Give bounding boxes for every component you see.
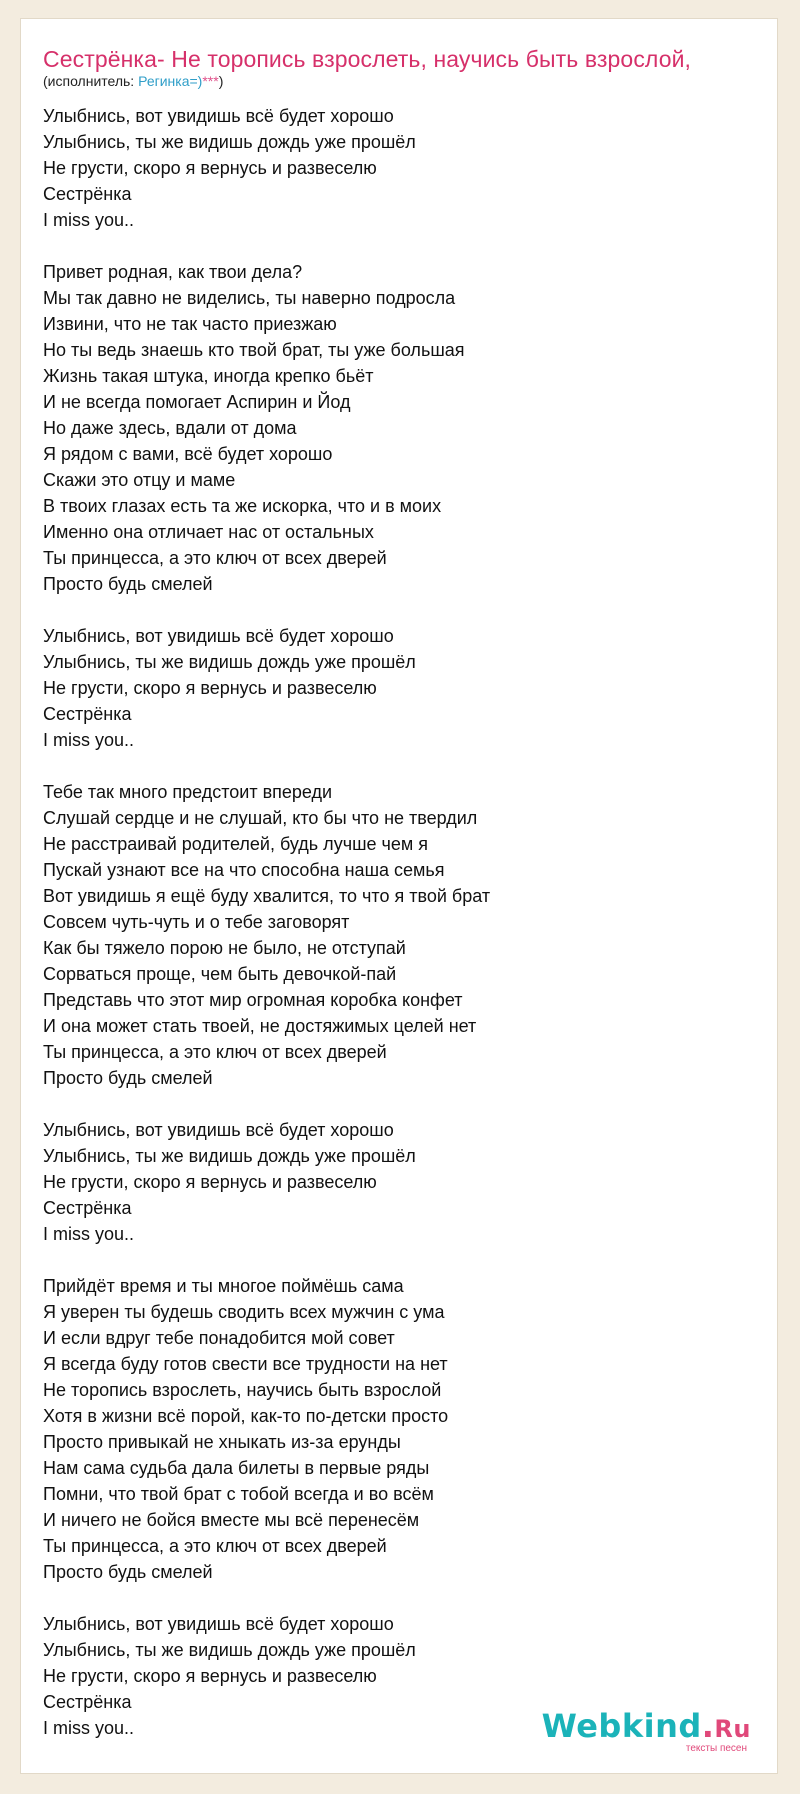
lyric-line: Просто будь смелей bbox=[43, 1562, 213, 1582]
lyric-line: Улыбнись, вот увидишь всё будет хорошо bbox=[43, 1120, 394, 1140]
stanza-gap bbox=[43, 597, 743, 623]
lyrics-body bbox=[43, 103, 743, 1741]
performer-suffix: ) bbox=[218, 73, 224, 89]
performer-name: Регинка=) bbox=[138, 73, 203, 89]
lyric-line: Улыбнись, вот увидишь всё будет хорошо bbox=[43, 626, 394, 646]
lyric-line: Просто будь смелей bbox=[43, 1068, 213, 1088]
lyric-line: I miss you.. bbox=[43, 730, 135, 750]
lyric-line: Совсем чуть-чуть и о тебе заговорят bbox=[43, 912, 350, 932]
lyric-line: И не всегда помогает Аспирин и Йод bbox=[43, 392, 351, 412]
lyric-line: Ты принцесса, а это ключ от всех дверей bbox=[43, 548, 387, 568]
lyric-line: Я всегда буду готов свести все трудности на нет bbox=[43, 1354, 448, 1374]
lyric-line: Как бы тяжело порою не было, не отступай bbox=[43, 938, 406, 958]
lyric-line: Улыбнись, вот увидишь всё будет хорошо bbox=[43, 1614, 394, 1634]
logo-wordmark bbox=[541, 1707, 751, 1745]
lyric-line: Мы так давно не виделись, ты наверно подросла bbox=[43, 288, 456, 308]
lyric-line: Сорваться проще, чем быть девочкой-пай bbox=[43, 964, 397, 984]
lyric-line: Не грусти, скоро я вернусь и развеселю bbox=[43, 1172, 377, 1192]
lyric-line: I miss you.. bbox=[43, 1224, 135, 1244]
stanza-gap bbox=[43, 1247, 743, 1273]
lyric-line: Просто будь смелей bbox=[43, 574, 213, 594]
lyric-line: Но ты ведь знаешь кто твой брат, ты уже большая bbox=[43, 340, 465, 360]
lyric-line: Нам сама судьба дала билеты в первые ряды bbox=[43, 1458, 430, 1478]
performer-prefix: (исполнитель: bbox=[43, 73, 139, 89]
performer-stars: *** bbox=[202, 73, 219, 89]
stanza-gap bbox=[43, 753, 743, 779]
site-logo[interactable] bbox=[541, 1707, 751, 1755]
lyric-line: В твоих глазах есть та же искорка, что и в моих bbox=[43, 496, 442, 516]
lyric-line: Вот увидишь я ещё буду хвалится, то что я твой брат bbox=[43, 886, 491, 906]
stanza-gap bbox=[43, 1091, 743, 1117]
lyric-line: Привет родная, как твои дела? bbox=[43, 262, 303, 282]
lyric-line: Не грусти, скоро я вернусь и развеселю bbox=[43, 158, 377, 178]
logo-tagline: тексты песен bbox=[685, 1743, 747, 1754]
logo-dot: . bbox=[701, 1707, 715, 1745]
performer-link[interactable] bbox=[138, 73, 219, 89]
lyric-line: Не расстраивай родителей, будь лучше чем я bbox=[43, 834, 429, 854]
lyric-line: Не торопись взрослеть, научись быть взрослой bbox=[43, 1380, 442, 1400]
logo-tld: Ru bbox=[714, 1715, 751, 1743]
lyric-line: Ты принцесса, а это ключ от всех дверей bbox=[43, 1536, 387, 1556]
lyric-line: Я уверен ты будешь сводить всех мужчин с ума bbox=[43, 1302, 445, 1322]
lyric-line: Сестрёнка bbox=[43, 704, 132, 724]
lyric-line: Сестрёнка bbox=[43, 1198, 132, 1218]
song-title: Сестрёнка- Не торопись взрослеть, научись быть взрослой, bbox=[43, 46, 692, 72]
stanza-gap bbox=[43, 1585, 743, 1611]
stanza-gap bbox=[43, 233, 743, 259]
lyric-line: Не грусти, скоро я вернусь и развеселю bbox=[43, 1666, 377, 1686]
lyric-line: Помни, что твой брат с тобой всегда и во всём bbox=[43, 1484, 434, 1504]
lyric-line: Улыбнись, вот увидишь всё будет хорошо bbox=[43, 106, 394, 126]
lyric-line: Извини, что не так часто приезжаю bbox=[43, 314, 337, 334]
lyric-line: Жизнь такая штука, иногда крепко бьёт bbox=[43, 366, 374, 386]
lyric-line: И она может стать твоей, не достяжимых целей нет bbox=[43, 1016, 477, 1036]
lyric-line: Но даже здесь, вдали от дома bbox=[43, 418, 297, 438]
lyric-line: Я рядом с вами, всё будет хорошо bbox=[43, 444, 333, 464]
lyric-line: Хотя в жизни всё порой, как-то по-детски просто bbox=[43, 1406, 449, 1426]
lyric-line: И если вдруг тебе понадобится мой совет bbox=[43, 1328, 395, 1348]
lyric-line: Сестрёнка bbox=[43, 184, 132, 204]
lyric-line: Именно она отличает нас от остальных bbox=[43, 522, 374, 542]
lyric-line: Просто привыкай не хныкать из-за ерунды bbox=[43, 1432, 401, 1452]
lyric-line: И ничего не бойся вместе мы всё перенесём bbox=[43, 1510, 420, 1530]
lyric-line: Улыбнись, ты же видишь дождь уже прошёл bbox=[43, 652, 416, 672]
lyrics-sheet bbox=[20, 18, 778, 1774]
lyric-line: Прийдёт время и ты многое поймёшь сама bbox=[43, 1276, 404, 1296]
logo-name: Webkind bbox=[541, 1707, 702, 1745]
lyric-line: Представь что этот мир огромная коробка конфет bbox=[43, 990, 463, 1010]
lyric-line: I miss you.. bbox=[43, 1718, 135, 1738]
lyric-line: Тебе так много предстоит впереди bbox=[43, 782, 333, 802]
lyric-line: Слушай сердце и не слушай, кто бы что не твердил bbox=[43, 808, 478, 828]
lyric-line: Скажи это отцу и маме bbox=[43, 470, 236, 490]
lyric-line: Улыбнись, ты же видишь дождь уже прошёл bbox=[43, 1640, 416, 1660]
lyric-line: I miss you.. bbox=[43, 210, 135, 230]
lyric-line: Не грусти, скоро я вернусь и развеселю bbox=[43, 678, 377, 698]
lyric-line: Ты принцесса, а это ключ от всех дверей bbox=[43, 1042, 387, 1062]
lyric-line: Пускай узнают все на что способна наша семья bbox=[43, 860, 445, 880]
lyric-line: Улыбнись, ты же видишь дождь уже прошёл bbox=[43, 1146, 416, 1166]
lyric-line: Улыбнись, ты же видишь дождь уже прошёл bbox=[43, 132, 416, 152]
lyric-line: Сестрёнка bbox=[43, 1692, 132, 1712]
performer-line bbox=[43, 73, 223, 89]
